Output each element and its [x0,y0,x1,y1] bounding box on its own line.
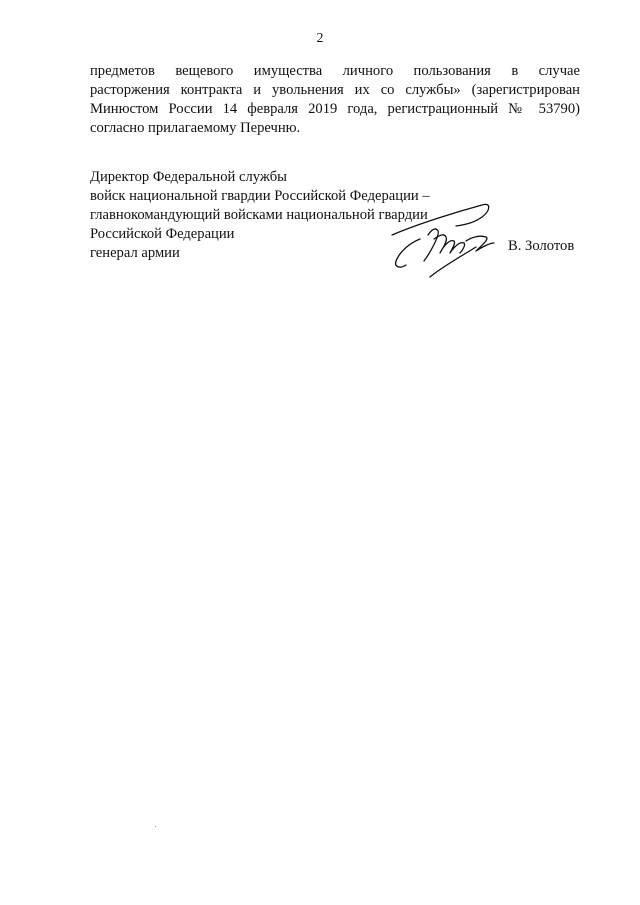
page-number: 2 [316,31,324,46]
signer-title-line: Директор Федеральной службы [90,169,287,185]
body-line: расторжения контракта и увольнения их со службы» (зарегистрирован [90,82,580,98]
signer-name: В. Золотов [508,238,575,254]
signer-title-line: войск национальной гвардии Российской Федерации – [90,188,430,204]
body-line: предметов вещевого имущества личного пользования в случае [90,63,580,79]
signer-title-line: главнокомандующий войсками национальной гвардии [90,207,428,223]
signer-rank: генерал армии [90,245,180,261]
scan-speck [155,826,156,827]
body-paragraph [90,62,580,138]
signer-title-line: Российской Федерации [90,226,235,242]
handwritten-signature [390,195,510,285]
body-line: согласно прилагаемому Перечню. [90,120,301,136]
body-line: Минюстом России 14 февраля 2019 года, регистрационный № 53790) [90,101,580,117]
